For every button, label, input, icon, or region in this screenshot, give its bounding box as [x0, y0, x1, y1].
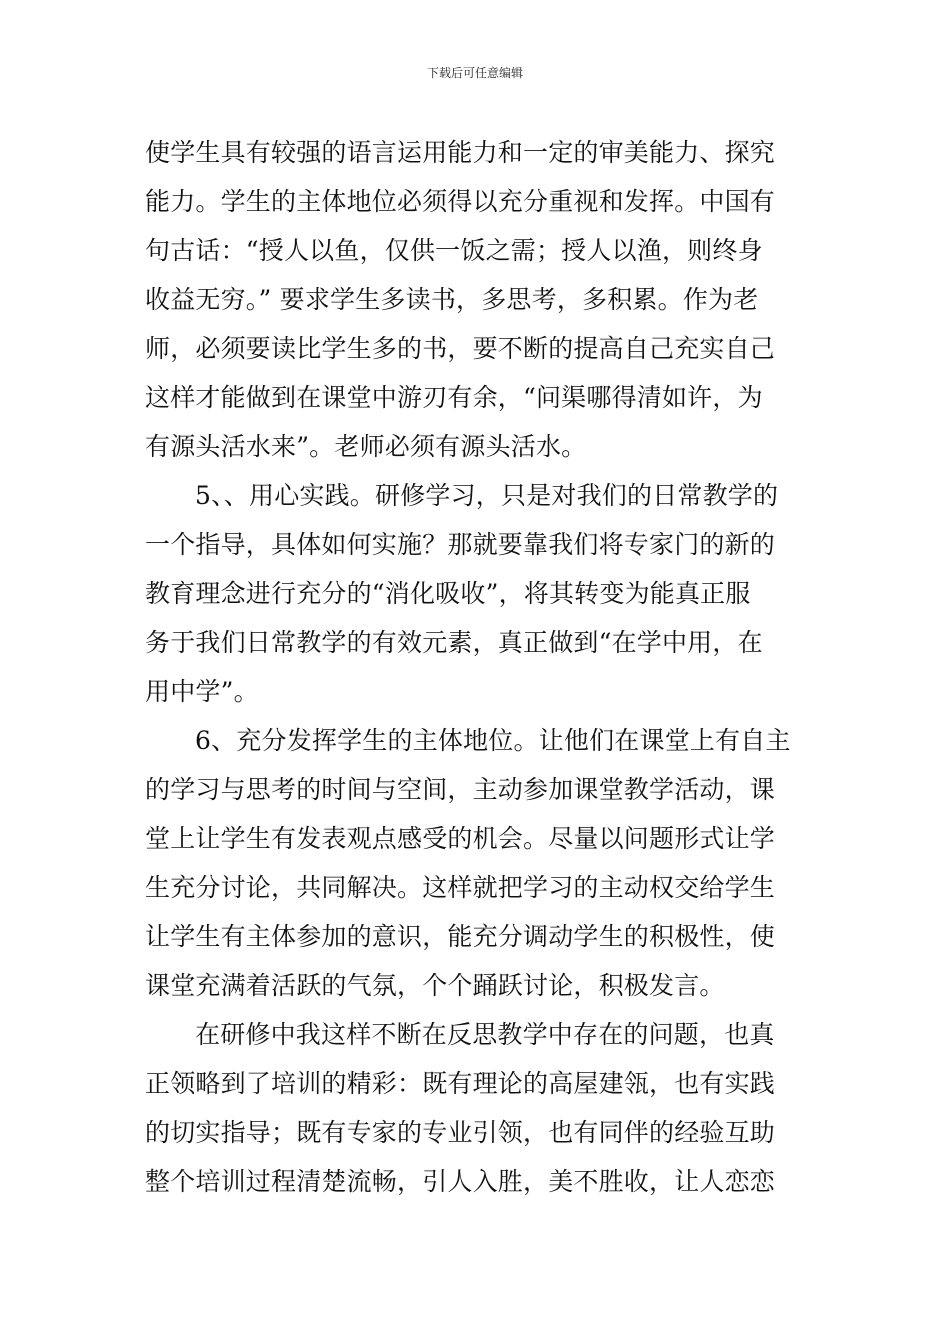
text-line: 能力。学生的主体地位必须得以充分重视和发挥。中国有	[145, 187, 776, 216]
text-line: 堂上让学生有发表观点感受的机会。尽量以问题形式让学	[145, 824, 776, 853]
text-line: 的切实指导；既有专家的专业引领，也有同伴的经验互助	[145, 1118, 776, 1147]
paragraph-4	[145, 1010, 815, 1206]
document-body	[145, 128, 815, 1206]
text-line: 师，必须要读比学生多的书，要不断的提高自己充实自己	[145, 334, 776, 363]
text-line: 收益无穷。” 要求学生多读书，多思考，多积累。作为老	[145, 285, 759, 314]
text-line: 整个培训过程清楚流畅，引人入胜，美不胜收，让人恋恋	[145, 1167, 776, 1196]
page-header: 下载后可任意编辑	[426, 66, 523, 80]
text-line: 教育理念进行充分的“消化吸收”，将其转变为能真正服	[145, 579, 751, 608]
text-line: 让学生有主体参加的意识，能充分调动学生的积极性，使	[145, 922, 776, 951]
text-line: 用中学”。	[145, 677, 259, 706]
text-line: 课堂充满着活跃的气氛，个个踊跃讨论，积极发言。	[145, 971, 725, 1000]
paragraph-1	[145, 128, 815, 471]
text-line: 有源头活水来”。老师必须有源头活水。	[145, 432, 587, 461]
text-line-first: 在研修中我这样不断在反思教学中存在的问题，也真	[195, 1020, 775, 1049]
text-line: 务于我们日常教学的有效元素，真正做到“在学中用，在	[145, 628, 763, 657]
text-line: 句古话：“授人以鱼，仅供一饭之需；授人以渔，则终身	[145, 236, 763, 265]
text-line: 使学生具有较强的语言运用能力和一定的审美能力、探究	[145, 138, 776, 167]
paragraph-3	[145, 716, 815, 1010]
paragraph-2	[145, 471, 815, 716]
text-line: 这样才能做到在课堂中游刃有余，“问渠哪得清如许，为	[145, 383, 763, 412]
text-line: 正领略到了培训的精彩：既有理论的高屋建瓴，也有实践	[145, 1069, 776, 1098]
text-line: 生充分讨论，共同解决。这样就把学习的主动权交给学生	[145, 873, 776, 902]
text-line-first: 5、、用心实践。研修学习，只是对我们的日常教学的	[195, 481, 779, 510]
text-line-first: 6、充分发挥学生的主体地位。让他们在课堂上有自主	[195, 726, 791, 755]
text-line: 一个指导，具体如何实施？那就要靠我们将专家门的新的	[145, 530, 776, 559]
text-line: 的学习与思考的时间与空间，主动参加课堂教学活动，课	[145, 775, 776, 804]
